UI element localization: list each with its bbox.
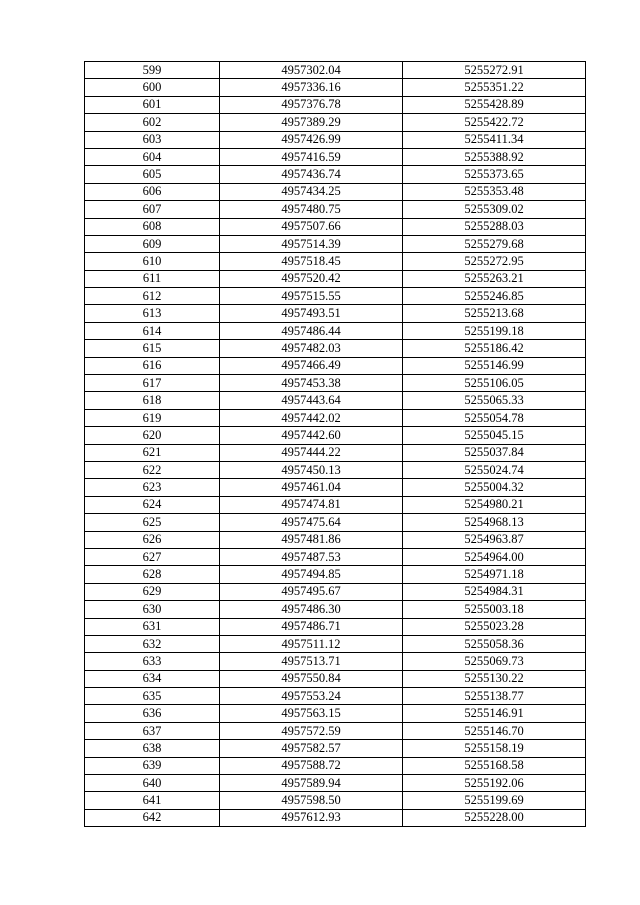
- x-coordinate-cell: 4957436.74: [220, 166, 403, 183]
- point-number-cell: 612: [85, 288, 220, 305]
- y-coordinate-cell: 5255388.92: [403, 148, 586, 165]
- x-coordinate-cell: 4957443.64: [220, 392, 403, 409]
- y-coordinate-cell: 5255138.77: [403, 688, 586, 705]
- y-coordinate-cell: 5255422.72: [403, 114, 586, 131]
- x-coordinate-cell: 4957481.86: [220, 531, 403, 548]
- y-coordinate-cell: 5255037.84: [403, 444, 586, 461]
- x-coordinate-cell: 4957486.71: [220, 618, 403, 635]
- point-number-cell: 610: [85, 253, 220, 270]
- point-number-cell: 637: [85, 722, 220, 739]
- point-number-cell: 608: [85, 218, 220, 235]
- point-number-cell: 626: [85, 531, 220, 548]
- y-coordinate-cell: 5255024.74: [403, 461, 586, 478]
- y-coordinate-cell: 5255004.32: [403, 479, 586, 496]
- x-coordinate-cell: 4957507.66: [220, 218, 403, 235]
- table-row: [85, 131, 586, 148]
- coordinates-table: [84, 61, 586, 827]
- x-coordinate-cell: 4957486.44: [220, 322, 403, 339]
- x-coordinate-cell: 4957598.50: [220, 792, 403, 809]
- y-coordinate-cell: 5255065.33: [403, 392, 586, 409]
- point-number-cell: 622: [85, 461, 220, 478]
- point-number-cell: 642: [85, 809, 220, 826]
- y-coordinate-cell: 5255146.91: [403, 705, 586, 722]
- table-row: [85, 340, 586, 357]
- table-row: [85, 148, 586, 165]
- point-number-cell: 618: [85, 392, 220, 409]
- table-row: [85, 183, 586, 200]
- point-number-cell: 623: [85, 479, 220, 496]
- point-number-cell: 609: [85, 235, 220, 252]
- x-coordinate-cell: 4957493.51: [220, 305, 403, 322]
- point-number-cell: 614: [85, 322, 220, 339]
- table-row: [85, 270, 586, 287]
- y-coordinate-cell: 5255158.19: [403, 740, 586, 757]
- y-coordinate-cell: 5255411.34: [403, 131, 586, 148]
- x-coordinate-cell: 4957426.99: [220, 131, 403, 148]
- table-row: [85, 409, 586, 426]
- table-row: [85, 235, 586, 252]
- x-coordinate-cell: 4957474.81: [220, 496, 403, 513]
- table-row: [85, 514, 586, 531]
- y-coordinate-cell: 5255192.06: [403, 775, 586, 792]
- y-coordinate-cell: 5254980.21: [403, 496, 586, 513]
- table-row: [85, 322, 586, 339]
- table-row: [85, 114, 586, 131]
- point-number-cell: 624: [85, 496, 220, 513]
- y-coordinate-cell: 5255130.22: [403, 670, 586, 687]
- x-coordinate-cell: 4957336.16: [220, 79, 403, 96]
- y-coordinate-cell: 5255146.99: [403, 357, 586, 374]
- point-number-cell: 625: [85, 514, 220, 531]
- point-number-cell: 641: [85, 792, 220, 809]
- y-coordinate-cell: 5254963.87: [403, 531, 586, 548]
- y-coordinate-cell: 5255272.91: [403, 62, 586, 79]
- table-row: [85, 218, 586, 235]
- point-number-cell: 621: [85, 444, 220, 461]
- y-coordinate-cell: 5255228.00: [403, 809, 586, 826]
- x-coordinate-cell: 4957582.57: [220, 740, 403, 757]
- point-number-cell: 603: [85, 131, 220, 148]
- table-row: [85, 757, 586, 774]
- y-coordinate-cell: 5255146.70: [403, 722, 586, 739]
- x-coordinate-cell: 4957514.39: [220, 235, 403, 252]
- y-coordinate-cell: 5255186.42: [403, 340, 586, 357]
- table-row: [85, 305, 586, 322]
- point-number-cell: 599: [85, 62, 220, 79]
- y-coordinate-cell: 5255045.15: [403, 427, 586, 444]
- table-row: [85, 792, 586, 809]
- point-number-cell: 606: [85, 183, 220, 200]
- point-number-cell: 601: [85, 96, 220, 113]
- table-row: [85, 79, 586, 96]
- y-coordinate-cell: 5254968.13: [403, 514, 586, 531]
- y-coordinate-cell: 5255309.02: [403, 201, 586, 218]
- x-coordinate-cell: 4957461.04: [220, 479, 403, 496]
- x-coordinate-cell: 4957572.59: [220, 722, 403, 739]
- y-coordinate-cell: 5255168.58: [403, 757, 586, 774]
- y-coordinate-cell: 5255428.89: [403, 96, 586, 113]
- point-number-cell: 638: [85, 740, 220, 757]
- y-coordinate-cell: 5255263.21: [403, 270, 586, 287]
- x-coordinate-cell: 4957475.64: [220, 514, 403, 531]
- y-coordinate-cell: 5255199.69: [403, 792, 586, 809]
- x-coordinate-cell: 4957480.75: [220, 201, 403, 218]
- table-row: [85, 288, 586, 305]
- point-number-cell: 636: [85, 705, 220, 722]
- point-number-cell: 631: [85, 618, 220, 635]
- x-coordinate-cell: 4957553.24: [220, 688, 403, 705]
- point-number-cell: 607: [85, 201, 220, 218]
- y-coordinate-cell: 5255003.18: [403, 601, 586, 618]
- x-coordinate-cell: 4957482.03: [220, 340, 403, 357]
- table-row: [85, 201, 586, 218]
- table-row: [85, 635, 586, 652]
- point-number-cell: 616: [85, 357, 220, 374]
- x-coordinate-cell: 4957302.04: [220, 62, 403, 79]
- point-number-cell: 627: [85, 548, 220, 565]
- table-row: [85, 653, 586, 670]
- x-coordinate-cell: 4957453.38: [220, 375, 403, 392]
- y-coordinate-cell: 5255353.48: [403, 183, 586, 200]
- x-coordinate-cell: 4957495.67: [220, 583, 403, 600]
- table-row: [85, 461, 586, 478]
- point-number-cell: 639: [85, 757, 220, 774]
- x-coordinate-cell: 4957513.71: [220, 653, 403, 670]
- point-number-cell: 632: [85, 635, 220, 652]
- point-number-cell: 620: [85, 427, 220, 444]
- y-coordinate-cell: 5254964.00: [403, 548, 586, 565]
- x-coordinate-cell: 4957511.12: [220, 635, 403, 652]
- table-row: [85, 618, 586, 635]
- y-coordinate-cell: 5255199.18: [403, 322, 586, 339]
- point-number-cell: 633: [85, 653, 220, 670]
- table-row: [85, 566, 586, 583]
- x-coordinate-cell: 4957589.94: [220, 775, 403, 792]
- y-coordinate-cell: 5255023.28: [403, 618, 586, 635]
- x-coordinate-cell: 4957612.93: [220, 809, 403, 826]
- table-row: [85, 809, 586, 826]
- table-row: [85, 722, 586, 739]
- table-row: [85, 548, 586, 565]
- table-row: [85, 166, 586, 183]
- y-coordinate-cell: 5255351.22: [403, 79, 586, 96]
- table-row: [85, 775, 586, 792]
- table-row: [85, 688, 586, 705]
- table-row: [85, 444, 586, 461]
- point-number-cell: 629: [85, 583, 220, 600]
- coordinates-table-body: [85, 62, 586, 827]
- point-number-cell: 628: [85, 566, 220, 583]
- x-coordinate-cell: 4957520.42: [220, 270, 403, 287]
- y-coordinate-cell: 5255054.78: [403, 409, 586, 426]
- table-row: [85, 496, 586, 513]
- table-row: [85, 392, 586, 409]
- table-row: [85, 357, 586, 374]
- table-row: [85, 670, 586, 687]
- point-number-cell: 602: [85, 114, 220, 131]
- table-row: [85, 583, 586, 600]
- x-coordinate-cell: 4957486.30: [220, 601, 403, 618]
- point-number-cell: 634: [85, 670, 220, 687]
- point-number-cell: 617: [85, 375, 220, 392]
- y-coordinate-cell: 5255106.05: [403, 375, 586, 392]
- x-coordinate-cell: 4957389.29: [220, 114, 403, 131]
- y-coordinate-cell: 5255246.85: [403, 288, 586, 305]
- table-row: [85, 705, 586, 722]
- y-coordinate-cell: 5255069.73: [403, 653, 586, 670]
- y-coordinate-cell: 5255288.03: [403, 218, 586, 235]
- point-number-cell: 604: [85, 148, 220, 165]
- point-number-cell: 600: [85, 79, 220, 96]
- x-coordinate-cell: 4957563.15: [220, 705, 403, 722]
- point-number-cell: 613: [85, 305, 220, 322]
- x-coordinate-cell: 4957450.13: [220, 461, 403, 478]
- y-coordinate-cell: 5254971.18: [403, 566, 586, 583]
- y-coordinate-cell: 5255373.65: [403, 166, 586, 183]
- x-coordinate-cell: 4957416.59: [220, 148, 403, 165]
- x-coordinate-cell: 4957494.85: [220, 566, 403, 583]
- y-coordinate-cell: 5254984.31: [403, 583, 586, 600]
- point-number-cell: 615: [85, 340, 220, 357]
- y-coordinate-cell: 5255213.68: [403, 305, 586, 322]
- y-coordinate-cell: 5255058.36: [403, 635, 586, 652]
- point-number-cell: 605: [85, 166, 220, 183]
- table-row: [85, 253, 586, 270]
- table-row: [85, 375, 586, 392]
- table-row: [85, 740, 586, 757]
- x-coordinate-cell: 4957444.22: [220, 444, 403, 461]
- point-number-cell: 635: [85, 688, 220, 705]
- x-coordinate-cell: 4957550.84: [220, 670, 403, 687]
- x-coordinate-cell: 4957588.72: [220, 757, 403, 774]
- point-number-cell: 630: [85, 601, 220, 618]
- x-coordinate-cell: 4957442.02: [220, 409, 403, 426]
- y-coordinate-cell: 5255279.68: [403, 235, 586, 252]
- table-row: [85, 62, 586, 79]
- table-row: [85, 479, 586, 496]
- x-coordinate-cell: 4957434.25: [220, 183, 403, 200]
- table-row: [85, 531, 586, 548]
- x-coordinate-cell: 4957442.60: [220, 427, 403, 444]
- point-number-cell: 640: [85, 775, 220, 792]
- x-coordinate-cell: 4957515.55: [220, 288, 403, 305]
- point-number-cell: 619: [85, 409, 220, 426]
- x-coordinate-cell: 4957487.53: [220, 548, 403, 565]
- x-coordinate-cell: 4957376.78: [220, 96, 403, 113]
- table-row: [85, 427, 586, 444]
- table-row: [85, 601, 586, 618]
- x-coordinate-cell: 4957518.45: [220, 253, 403, 270]
- y-coordinate-cell: 5255272.95: [403, 253, 586, 270]
- table-row: [85, 96, 586, 113]
- point-number-cell: 611: [85, 270, 220, 287]
- x-coordinate-cell: 4957466.49: [220, 357, 403, 374]
